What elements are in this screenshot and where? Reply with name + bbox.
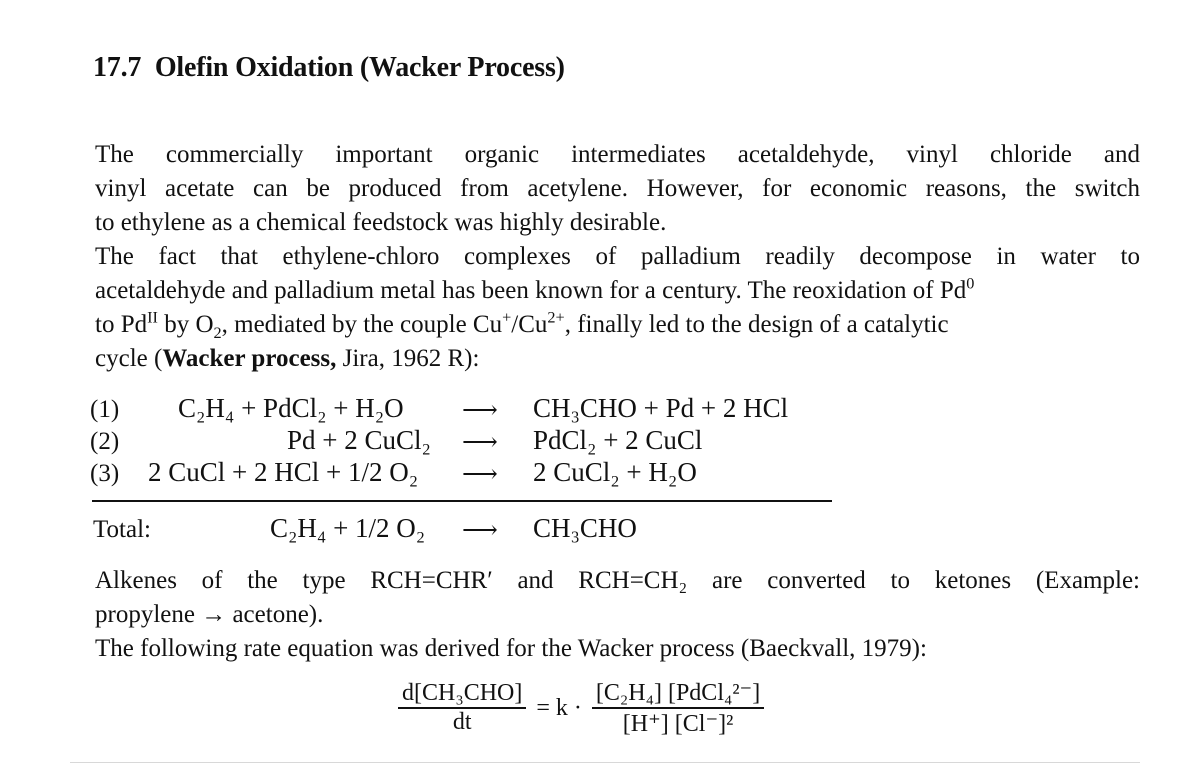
rate-rhs-denominator: [H⁺] [Cl⁻]² [622, 711, 734, 737]
pd0-superscript: 0 [966, 274, 975, 293]
intro-line-7 [95, 342, 1140, 376]
intro-line-5 [95, 274, 1140, 308]
wacker-process-bold: Wacker process, [162, 345, 337, 372]
rate-lhs-numerator: d[CH₃CHO] [398, 680, 526, 709]
reaction-1-lhs: C₂H₄ + PdCl₂ + H₂O [178, 393, 404, 423]
total-arrow: ⟶ [462, 517, 498, 544]
rate-lhs-fraction [398, 680, 526, 736]
intro-line-4: The fact that ethylene-chloro complexes of palladium readily decompose in water to [95, 243, 1140, 270]
rate-rhs-numerator: [C₂H₄] [PdCl₄²⁻] [592, 678, 764, 709]
reaction-2-lhs: Pd + 2 CuCl₂ [287, 425, 431, 455]
alkenes-line-1: Alkenes of the type RCH=CHR′ and RCH=CH₂ are converted to ketones (Example: [95, 567, 1140, 594]
section-heading [93, 52, 565, 84]
intro-line-3: to ethylene as a chemical feedstock was highly desirable. [95, 209, 667, 236]
reaction-1-number: (1) [90, 396, 120, 423]
intro-line-6-a: to Pd [95, 311, 148, 338]
total-rhs: CH₃CHO [533, 513, 637, 543]
pd2-superscript: II [147, 308, 158, 327]
rate-equation [398, 678, 764, 738]
reaction-1-rhs: CH₃CHO + Pd + 2 HCl [533, 393, 789, 423]
section-title: Olefin Oxidation (Wacker Process) [154, 52, 565, 83]
intro-line-6-d: /Cu [511, 311, 548, 338]
intro-line-1: The commercially important organic intermediates acetaldehyde, vinyl chloride and [95, 141, 1140, 168]
reaction-3-rhs: 2 CuCl₂ + H₂O [533, 457, 697, 487]
intro-line-7-b: Jira, 1962 R): [336, 345, 480, 372]
cu1-superscript: + [502, 308, 512, 327]
section-number: 17.7 [93, 52, 142, 83]
cu2-superscript: 2+ [547, 308, 565, 327]
intro-line-5-text: acetaldehyde and palladium metal has been known for a century. The reoxidation of Pd [95, 277, 967, 304]
rate-equals-k: = k · [536, 694, 582, 721]
alkenes-paragraph [95, 564, 1140, 666]
o2-subscript: 2 [213, 324, 222, 342]
total-divider [92, 500, 832, 502]
rate-rhs-fraction [592, 678, 764, 738]
intro-line-2: vinyl acetate can be produced from acetylene. However, for economic reasons, the switch [95, 175, 1140, 202]
intro-line-6-b: by O [157, 311, 214, 338]
reaction-3-number: (3) [90, 460, 120, 487]
reaction-3-lhs: 2 CuCl + 2 HCl + 1/2 O₂ [148, 457, 419, 487]
intro-line-6-c: , mediated by the couple Cu [221, 311, 503, 338]
alkenes-line-2: propylene → acetone). [95, 601, 324, 628]
intro-line-7-a: cycle ( [95, 345, 163, 372]
reaction-1-arrow: ⟶ [462, 397, 498, 424]
total-lhs: C₂H₄ + 1/2 O₂ [270, 513, 426, 543]
page-bottom-rule [70, 762, 1140, 763]
intro-paragraph [95, 138, 1140, 376]
reaction-2-arrow: ⟶ [462, 429, 498, 456]
reaction-3-arrow: ⟶ [462, 461, 498, 488]
total-label: Total: [93, 516, 151, 543]
reaction-2-number: (2) [90, 428, 120, 455]
alkenes-line-3: The following rate equation was derived for the Wacker process (Baeckvall, 1979): [95, 635, 927, 662]
reaction-2-rhs: PdCl₂ + 2 CuCl [533, 425, 703, 455]
intro-line-6-e: , finally led to the design of a catalytic [564, 311, 949, 338]
intro-line-6 [95, 308, 1140, 342]
rate-lhs-denominator: dt [452, 709, 472, 735]
